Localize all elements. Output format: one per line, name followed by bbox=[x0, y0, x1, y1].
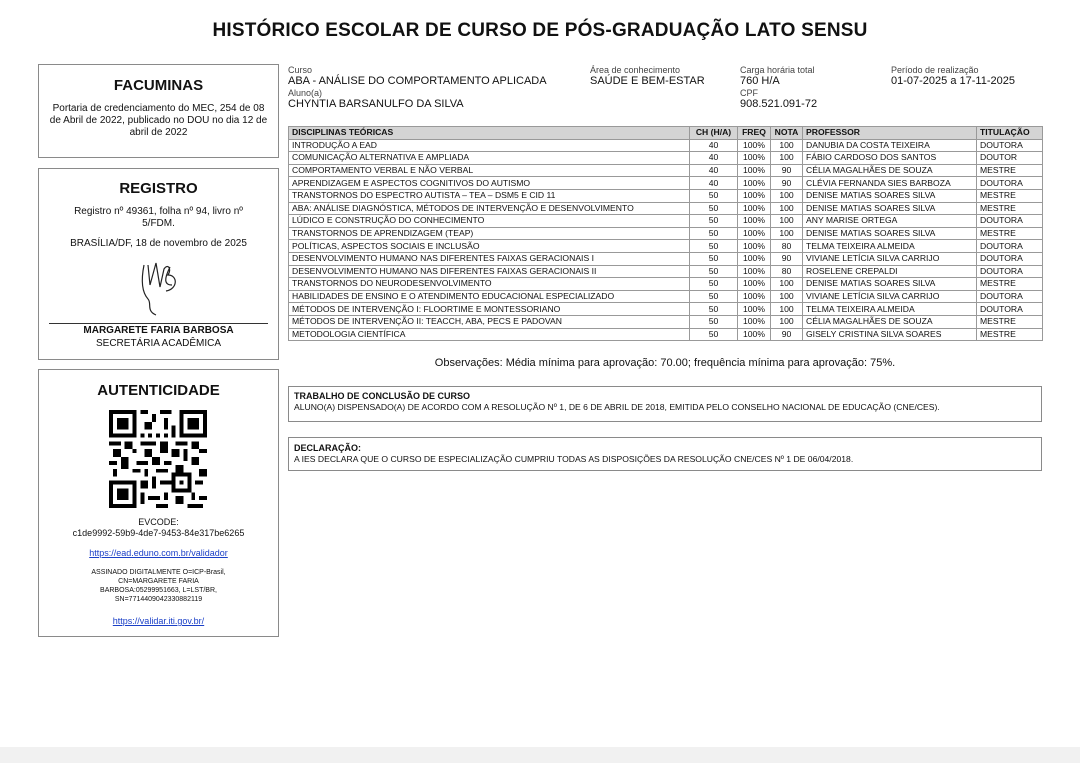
cell-titulacao: DOUTORA bbox=[977, 252, 1043, 265]
table-row bbox=[289, 315, 1043, 328]
col-disciplinas: DISCIPLINAS TEÓRICAS bbox=[289, 127, 690, 140]
area-field bbox=[590, 66, 735, 87]
table-row bbox=[289, 202, 1043, 215]
carga-label: Carga horária total bbox=[740, 65, 815, 75]
periodo-value: 01-07-2025 a 17-11-2025 bbox=[891, 75, 1015, 87]
cell-ch: 40 bbox=[690, 177, 738, 190]
cell-freq: 100% bbox=[738, 202, 771, 215]
cell-titulacao: MESTRE bbox=[977, 189, 1043, 202]
table-row bbox=[289, 189, 1043, 202]
cell-ch: 50 bbox=[690, 265, 738, 278]
cell-titulacao: DOUTORA bbox=[977, 177, 1043, 190]
cell-freq: 100% bbox=[738, 265, 771, 278]
cell-disciplina: ABA: ANÁLISE DIAGNÓSTICA, MÉTODOS DE INTERVENÇÃO E DESENVOLVIMENTO bbox=[289, 202, 690, 215]
cell-professor: DENISE MATIAS SOARES SILVA bbox=[803, 202, 977, 215]
cell-freq: 100% bbox=[738, 177, 771, 190]
cell-professor: CÉLIA MAGALHÃES DE SOUZA bbox=[803, 164, 977, 177]
page-title: HISTÓRICO ESCOLAR DE CURSO DE PÓS-GRADUAÇÃO LATO SENSU bbox=[212, 20, 868, 41]
institution-box bbox=[38, 64, 279, 158]
cell-disciplina: DESENVOLVIMENTO HUMANO NAS DIFERENTES FAIXAS GERACIONAIS II bbox=[289, 265, 690, 278]
table-row bbox=[289, 328, 1043, 341]
cell-titulacao: MESTRE bbox=[977, 328, 1043, 341]
cell-freq: 100% bbox=[738, 240, 771, 253]
institution-name: FACUMINAS bbox=[113, 77, 204, 94]
cell-disciplina: METODOLOGIA CIENTÍFICA bbox=[289, 328, 690, 341]
cell-disciplina: POLÍTICAS, ASPECTOS SOCIAIS E INCLUSÃO bbox=[289, 240, 690, 253]
cpf-label: CPF bbox=[740, 88, 758, 98]
cell-ch: 40 bbox=[690, 152, 738, 165]
cell-professor: TELMA TEIXEIRA ALMEIDA bbox=[803, 240, 977, 253]
cell-ch: 50 bbox=[690, 278, 738, 291]
institution-text: Portaria de credenciamento do MEC, 254 de 08 de Abril de 2022, publicado no DOU no dia 12 de abril de 2022 bbox=[49, 103, 268, 138]
cell-ch: 50 bbox=[690, 252, 738, 265]
cell-disciplina: MÉTODOS DE INTERVENÇÃO I: FLOORTIME E MONTESSORIANO bbox=[289, 303, 690, 316]
table-row bbox=[289, 215, 1043, 228]
table-row bbox=[289, 164, 1043, 177]
cell-titulacao: MESTRE bbox=[977, 164, 1043, 177]
cell-nota: 100 bbox=[771, 227, 803, 240]
cell-disciplina: COMUNICAÇÃO ALTERNATIVA E AMPLIADA bbox=[289, 152, 690, 165]
cell-professor: DENISE MATIAS SOARES SILVA bbox=[803, 227, 977, 240]
cell-freq: 100% bbox=[738, 303, 771, 316]
cpf-field bbox=[740, 89, 885, 110]
cell-ch: 50 bbox=[690, 240, 738, 253]
aluno-label: Aluno(a) bbox=[288, 88, 323, 98]
table-header-row bbox=[289, 127, 1043, 140]
carga-value: 760 H/A bbox=[740, 75, 780, 87]
cell-nota: 80 bbox=[771, 265, 803, 278]
registro-text: Registro nº 49361, folha nº 94, livro nº 5/FDM. bbox=[74, 206, 243, 229]
table-row bbox=[289, 240, 1043, 253]
cell-ch: 40 bbox=[690, 164, 738, 177]
cell-nota: 100 bbox=[771, 290, 803, 303]
validator-link[interactable]: https://ead.eduno.com.br/validador bbox=[89, 548, 228, 558]
cell-disciplina: HABILIDADES DE ENSINO E O ATENDIMENTO EDUCACIONAL ESPECIALIZADO bbox=[289, 290, 690, 303]
cell-freq: 100% bbox=[738, 252, 771, 265]
tcc-title: TRABALHO DE CONCLUSÃO DE CURSO bbox=[294, 391, 471, 401]
cell-disciplina: APRENDIZAGEM E ASPECTOS COGNITIVOS DO AUTISMO bbox=[289, 177, 690, 190]
cell-disciplina: INTRODUÇÃO A EAD bbox=[289, 139, 690, 152]
registro-title: REGISTRO bbox=[119, 180, 198, 197]
cell-freq: 100% bbox=[738, 315, 771, 328]
cell-nota: 90 bbox=[771, 177, 803, 190]
cell-freq: 100% bbox=[738, 278, 771, 291]
carga-field bbox=[740, 66, 885, 87]
cell-disciplina: TRANSTORNOS DE APRENDIZAGEM (TEAP) bbox=[289, 227, 690, 240]
cell-freq: 100% bbox=[738, 189, 771, 202]
table-row bbox=[289, 252, 1043, 265]
curso-field bbox=[288, 66, 588, 87]
table-row bbox=[289, 177, 1043, 190]
cell-ch: 50 bbox=[690, 303, 738, 316]
curso-label: Curso bbox=[288, 65, 313, 75]
evcode-label: EVCODE: bbox=[138, 517, 179, 527]
cell-nota: 90 bbox=[771, 252, 803, 265]
iti-validator-link[interactable]: https://validar.iti.gov.br/ bbox=[112, 616, 205, 626]
cell-disciplina: TRANSTORNOS DO ESPECTRO AUTISTA – TEA – DSM5 E CID 11 bbox=[289, 189, 690, 202]
cell-freq: 100% bbox=[738, 227, 771, 240]
cell-professor: DANUBIA DA COSTA TEIXEIRA bbox=[803, 139, 977, 152]
declaracao-box bbox=[288, 437, 1042, 471]
cell-disciplina: TRANSTORNOS DO NEURODESENVOLVIMENTO bbox=[289, 278, 690, 291]
cell-nota: 100 bbox=[771, 189, 803, 202]
aluno-field bbox=[288, 89, 588, 110]
cell-nota: 100 bbox=[771, 303, 803, 316]
cell-titulacao: MESTRE bbox=[977, 278, 1043, 291]
cell-nota: 100 bbox=[771, 202, 803, 215]
cell-titulacao: MESTRE bbox=[977, 315, 1043, 328]
cell-ch: 50 bbox=[690, 315, 738, 328]
autenticidade-title: AUTENTICIDADE bbox=[97, 382, 220, 399]
cell-titulacao: DOUTORA bbox=[977, 240, 1043, 253]
registro-box bbox=[38, 168, 279, 360]
table-row bbox=[289, 227, 1043, 240]
cell-professor: DENISE MATIAS SOARES SILVA bbox=[803, 189, 977, 202]
cell-ch: 40 bbox=[690, 139, 738, 152]
table-row bbox=[289, 265, 1043, 278]
cpf-value: 908.521.091-72 bbox=[740, 98, 818, 110]
cell-nota: 100 bbox=[771, 215, 803, 228]
qr-code[interactable] bbox=[109, 410, 207, 508]
cell-professor: VIVIANE LETÍCIA SILVA CARRIJO bbox=[803, 252, 977, 265]
table-row bbox=[289, 290, 1043, 303]
cell-freq: 100% bbox=[738, 152, 771, 165]
declaracao-title: DECLARAÇÃO: bbox=[294, 443, 361, 453]
cell-titulacao: DOUTORA bbox=[977, 215, 1043, 228]
cell-nota: 100 bbox=[771, 139, 803, 152]
cell-professor: GISELY CRISTINA SILVA SOARES bbox=[803, 328, 977, 341]
cell-ch: 50 bbox=[690, 227, 738, 240]
col-professor: PROFESSOR bbox=[803, 127, 977, 140]
cell-ch: 50 bbox=[690, 215, 738, 228]
footer-band bbox=[0, 747, 1080, 763]
grades-table bbox=[288, 126, 1043, 341]
cell-nota: 90 bbox=[771, 164, 803, 177]
cell-titulacao: DOUTORA bbox=[977, 290, 1043, 303]
cell-professor: FÁBIO CARDOSO DOS SANTOS bbox=[803, 152, 977, 165]
cell-disciplina: DESENVOLVIMENTO HUMANO NAS DIFERENTES FAIXAS GERACIONAIS I bbox=[289, 252, 690, 265]
cell-professor: DENISE MATIAS SOARES SILVA bbox=[803, 278, 977, 291]
observacoes: Observações: Média mínima para aprovação: 70.00; frequência mínima para aprovação: 75%. bbox=[434, 357, 896, 369]
aluno-value: CHYNTIA BARSANULFO DA SILVA bbox=[288, 98, 464, 110]
curso-value: ABA - ANÁLISE DO COMPORTAMENTO APLICADA bbox=[288, 75, 547, 87]
col-ch: CH (H/A) bbox=[690, 127, 738, 140]
cell-disciplina: COMPORTAMENTO VERBAL E NÃO VERBAL bbox=[289, 164, 690, 177]
cell-professor: TELMA TEIXEIRA ALMEIDA bbox=[803, 303, 977, 316]
signature-image bbox=[134, 255, 194, 320]
cell-freq: 100% bbox=[738, 290, 771, 303]
cell-titulacao: DOUTORA bbox=[977, 265, 1043, 278]
cell-professor: ROSELENE CREPALDI bbox=[803, 265, 977, 278]
cell-ch: 50 bbox=[690, 290, 738, 303]
cell-titulacao: DOUTORA bbox=[977, 139, 1043, 152]
cell-professor: CLÉVIA FERNANDA SIES BARBOZA bbox=[803, 177, 977, 190]
cell-nota: 100 bbox=[771, 315, 803, 328]
tcc-box bbox=[288, 386, 1042, 422]
tcc-text: ALUNO(A) DISPENSADO(A) DE ACORDO COM A RESOLUÇÃO Nº 1, DE 6 DE ABRIL DE 2018, EMITIDA PELO CONSELHO NACIONAL DE EDUCAÇÃO (CNE/CES). bbox=[294, 402, 940, 412]
cell-ch: 50 bbox=[690, 189, 738, 202]
cell-professor: VIVIANE LETÍCIA SILVA CARRIJO bbox=[803, 290, 977, 303]
autenticidade-box bbox=[38, 369, 279, 637]
cell-professor: CÉLIA MAGALHÃES DE SOUZA bbox=[803, 315, 977, 328]
signer-role: SECRETÁRIA ACADÊMICA bbox=[95, 338, 222, 349]
cell-titulacao: MESTRE bbox=[977, 202, 1043, 215]
cell-nota: 90 bbox=[771, 328, 803, 341]
cell-ch: 50 bbox=[690, 202, 738, 215]
evcode-value: c1de9992-59b9-4de7-9453-84e317be6265 bbox=[72, 528, 245, 538]
cell-titulacao: DOUTORA bbox=[977, 303, 1043, 316]
cell-freq: 100% bbox=[738, 164, 771, 177]
cell-disciplina: MÉTODOS DE INTERVENÇÃO II: TEACCH, ABA, PECS E PADOVAN bbox=[289, 315, 690, 328]
cell-professor: ANY MARISE ORTEGA bbox=[803, 215, 977, 228]
table-row bbox=[289, 278, 1043, 291]
table-row bbox=[289, 152, 1043, 165]
cell-disciplina: LÚDICO E CONSTRUÇÃO DO CONHECIMENTO bbox=[289, 215, 690, 228]
col-titulacao: TITULAÇÃO bbox=[977, 127, 1043, 140]
col-freq: FREQ bbox=[738, 127, 771, 140]
periodo-field bbox=[891, 66, 1041, 87]
cell-nota: 100 bbox=[771, 278, 803, 291]
table-row bbox=[289, 139, 1043, 152]
cell-freq: 100% bbox=[738, 215, 771, 228]
cell-nota: 100 bbox=[771, 152, 803, 165]
col-nota: NOTA bbox=[771, 127, 803, 140]
area-label: Área de conhecimento bbox=[590, 65, 681, 75]
signer-name: MARGARETE FARIA BARBOSA bbox=[83, 325, 234, 336]
cell-ch: 50 bbox=[690, 328, 738, 341]
area-value: SAÚDE E BEM-ESTAR bbox=[590, 75, 705, 87]
cell-freq: 100% bbox=[738, 328, 771, 341]
registro-date: BRASÍLIA/DF, 18 de novembro de 2025 bbox=[70, 238, 247, 249]
digital-signature-text: ASSINADO DIGITALMENTE O=ICP-Brasil, CN=MARGARETE FARIA BARBOSA:05299951663, L=LST/BR, SN=7714409042330882119 bbox=[91, 569, 226, 603]
cell-freq: 100% bbox=[738, 139, 771, 152]
signature-line bbox=[49, 323, 268, 324]
cell-titulacao: DOUTOR bbox=[977, 152, 1043, 165]
cell-nota: 80 bbox=[771, 240, 803, 253]
cell-titulacao: MESTRE bbox=[977, 227, 1043, 240]
periodo-label: Período de realização bbox=[891, 65, 979, 75]
declaracao-text: A IES DECLARA QUE O CURSO DE ESPECIALIZAÇÃO CUMPRIU TODAS AS DISPOSIÇÕES DA RESOLUÇÃO CNE/CES Nº 1 DE 06/04/2018. bbox=[294, 454, 854, 464]
table-row bbox=[289, 303, 1043, 316]
